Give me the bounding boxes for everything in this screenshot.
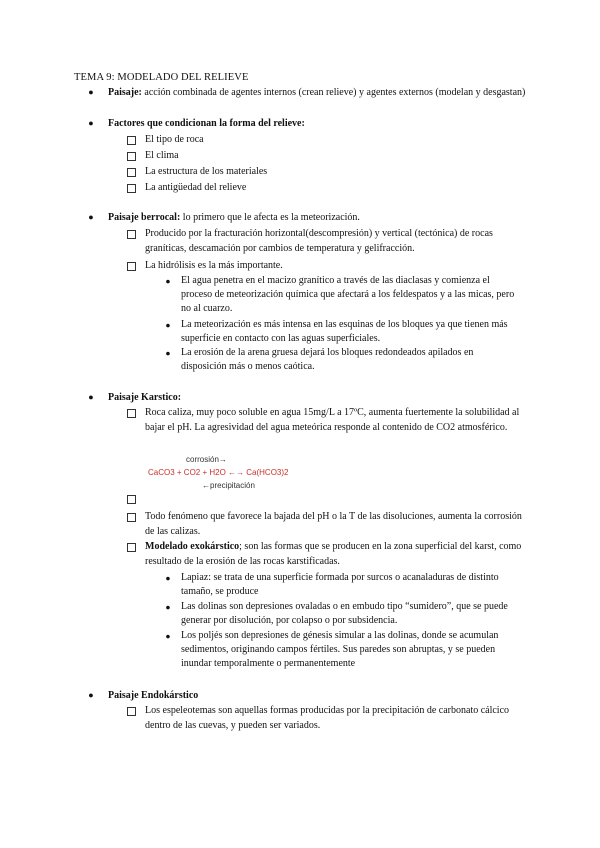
- sub-bullet: ●: [165, 348, 171, 358]
- checkbox[interactable]: [127, 184, 136, 193]
- checkbox[interactable]: [127, 707, 136, 716]
- berrocal-heading: [108, 211, 528, 225]
- term-label: Paisaje:: [108, 87, 142, 98]
- document-title: TEMA 9: MODELADO DEL RELIEVE: [74, 72, 249, 83]
- term-label: Paisaje Karstico:: [108, 392, 182, 403]
- chemical-equation: CaCO3 + CO2 + H2O ←→ Ca(HCO3)2: [148, 468, 289, 477]
- equation-corrosion-label: corrosión→: [186, 455, 227, 464]
- sub-bullet: ●: [165, 631, 171, 641]
- list-item: El tipo de roca: [145, 134, 204, 145]
- sub-list-item: La meteorización es más intensa en las esquinas de los bloques ya que tienen más superficie en contacto con las aguas superficiales.: [181, 319, 508, 344]
- sub-bullet: ●: [165, 276, 171, 286]
- list-item: Los espeleotemas son aquellas formas producidas por la precipitación de carbonato cálcico dentro de las cuevas, y pueden ser variados.: [145, 705, 510, 731]
- definition-text: acción combinada de agentes internos (crean relieve) y agentes externos (modelan y desgastan): [141, 87, 526, 98]
- checkbox[interactable]: [127, 262, 136, 271]
- term-label: Modelado exokárstico: [145, 541, 240, 552]
- definition-text: ; son las formas que se producen en la zona superficial del karst, como resultado de la erosión de las rocas karstificadas.: [145, 541, 522, 567]
- sub-list-item: Las dolinas son depresiones ovaladas o en embudo tipo “sumidero”, que se puede generar por disolución, por colapso o por subsidencia.: [181, 601, 508, 626]
- sub-list-item: Lapiaz: se trata de una superficie formada por surcos o acanaladuras de distinto tamaño, se produce: [181, 572, 499, 597]
- checkbox[interactable]: [127, 495, 136, 504]
- factores-heading: [108, 117, 528, 131]
- checkbox[interactable]: [127, 152, 136, 161]
- sub-bullet: ●: [165, 602, 171, 612]
- sub-bullet: ●: [165, 573, 171, 583]
- list-item: La estructura de los materiales: [145, 166, 268, 177]
- list-item: La antigüedad del relieve: [145, 182, 247, 193]
- checkbox[interactable]: [127, 409, 136, 418]
- bullet: ●: [88, 87, 94, 97]
- list-item: Roca caliza, muy poco soluble en agua 15mg/L a 17ºC, aumenta fuertemente la solubilidad al bajar el pH. La agresividad del agua meteórica responde al contenido de CO2 atmosférico.: [145, 407, 520, 433]
- term-label: Paisaje Endokárstico: [108, 690, 199, 701]
- term-label: Paisaje berrocal:: [108, 212, 181, 223]
- list-item: El clima: [145, 150, 179, 161]
- karstico-heading: [108, 391, 528, 405]
- checkbox[interactable]: [127, 230, 136, 239]
- definition-text: lo primero que le afecta es la meteorización.: [180, 212, 360, 223]
- checkbox[interactable]: [127, 136, 136, 145]
- bullet: ●: [88, 392, 94, 402]
- checkbox[interactable]: [127, 513, 136, 522]
- sub-list-item: Los poljés son depresiones de génesis simular a las dolinas, donde se acumulan sedimentos, originando campos fértiles. Sus paredes son abruptas, y se pueden inundar temporalmente o permanentemente: [181, 630, 499, 669]
- list-item: Todo fenómeno que favorece la bajada del pH o la T de las disoluciones, aumenta la corrosión de las calizas.: [145, 511, 522, 537]
- bullet: ●: [88, 118, 94, 128]
- term-label: Factores que condicionan la forma del relieve:: [108, 118, 305, 129]
- checkbox[interactable]: [127, 168, 136, 177]
- sub-bullet: ●: [165, 320, 171, 330]
- sub-list-item: La erosión de la arena gruesa dejará los bloques redondeados apilados en disposición más o menos caótica.: [181, 347, 474, 372]
- bullet: ●: [88, 690, 94, 700]
- exokarstico-item: [145, 540, 523, 569]
- equation-precipitation-label: ←precipitación: [202, 481, 255, 490]
- paisaje-definition: [108, 86, 528, 100]
- sub-list-item: El agua penetra en el macizo granítico a través de las diaclasas y comienza el proceso de meteorización química que afectará a los feldespatos y a las micas, pero no al cuarzo.: [181, 275, 515, 314]
- checkbox[interactable]: [127, 543, 136, 552]
- list-item: Producido por la fracturación horizontal(descompresión) y vertical (tectónica) de rocas graníticas, descamación por cambios de temperatura y gelifracción.: [145, 228, 493, 254]
- bullet: ●: [88, 212, 94, 222]
- list-item: La hidrólisis es la más importante.: [145, 260, 283, 271]
- endokarstico-heading: [108, 689, 528, 703]
